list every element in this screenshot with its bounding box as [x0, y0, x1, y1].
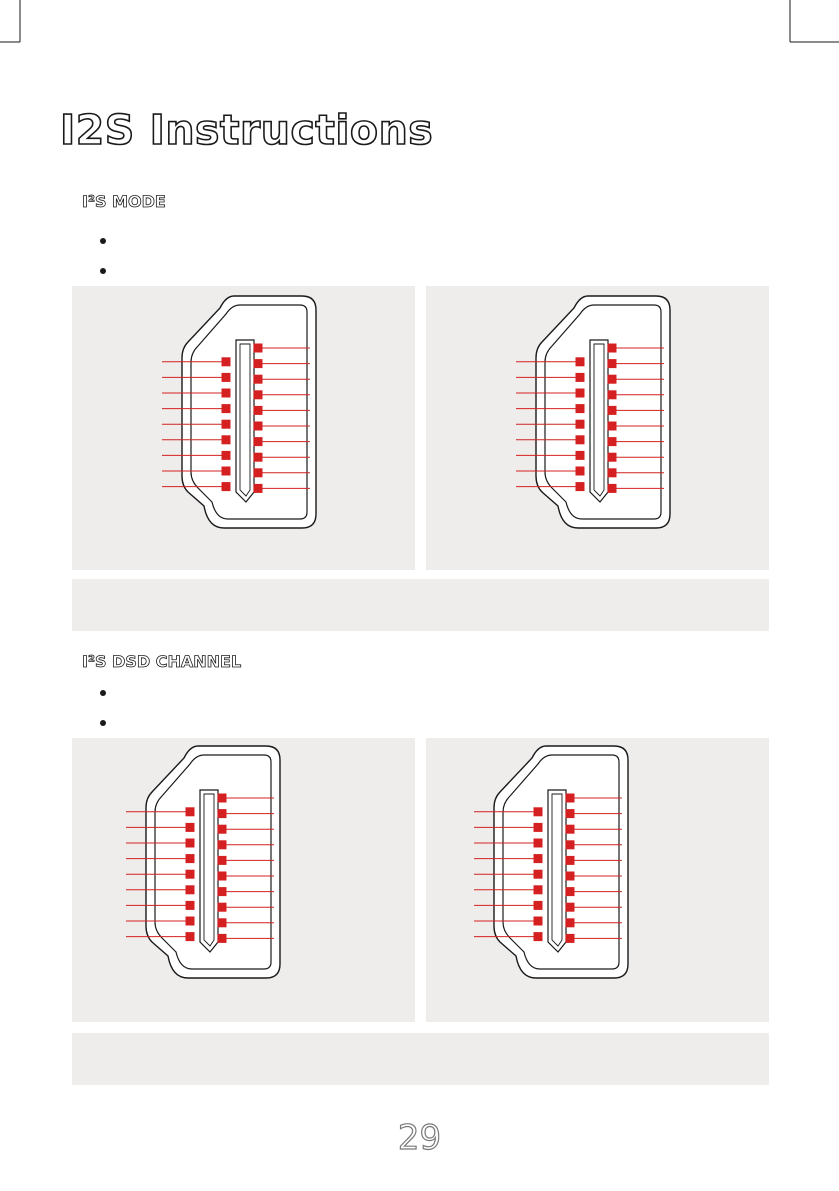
pin-pad: [576, 420, 585, 429]
pin-pad: [608, 468, 617, 477]
pin-pad: [576, 357, 585, 366]
pin-pad: [254, 422, 263, 431]
pin-pad: [186, 807, 195, 816]
note-box: [72, 579, 769, 631]
pin-pad: [566, 887, 575, 896]
pin-pad: [222, 482, 231, 491]
pin-pad: [566, 934, 575, 943]
pin-pad: [218, 872, 227, 881]
pin-pad: [608, 344, 617, 353]
pin-pad: [186, 854, 195, 863]
pin-pad: [608, 390, 617, 399]
connector-shell: [182, 296, 316, 528]
pin-pad: [218, 903, 227, 912]
pin-pad: [534, 901, 543, 910]
pin-pad: [186, 932, 195, 941]
connector-shell: [494, 746, 628, 978]
pin-pad: [608, 375, 617, 384]
pin-pad: [254, 390, 263, 399]
pin-pad: [254, 359, 263, 368]
page-title: I2S Instructions: [60, 106, 434, 154]
hdmi-connector-icon: [72, 286, 415, 570]
note-box: [72, 1033, 769, 1085]
pin-pad: [608, 484, 617, 493]
pin-pad: [534, 807, 543, 816]
pin-pad: [222, 373, 231, 382]
pin-pad: [608, 359, 617, 368]
pin-pad: [186, 885, 195, 894]
pin-pad: [218, 794, 227, 803]
pin-pad: [254, 437, 263, 446]
pin-pad: [534, 854, 543, 863]
pin-pad: [566, 903, 575, 912]
pin-pad: [534, 870, 543, 879]
pin-pad: [222, 389, 231, 398]
pin-pad: [218, 887, 227, 896]
pin-pad: [186, 901, 195, 910]
pin-pad: [534, 839, 543, 848]
connector-panel: [426, 286, 769, 570]
pin-pad: [186, 870, 195, 879]
pin-pad: [222, 467, 231, 476]
pin-pad: [566, 794, 575, 803]
pin-pad: [576, 451, 585, 460]
connector-panel: [72, 286, 415, 570]
pin-pad: [222, 404, 231, 413]
pin-pad: [254, 375, 263, 384]
bullet-icon: [100, 268, 106, 274]
section-heading-i2s-dsd-channel: I²S DSD CHANNEL: [82, 652, 242, 671]
pin-pad: [566, 918, 575, 927]
connector-panel: [72, 738, 415, 1022]
connector-panel: [426, 738, 769, 1022]
pin-pad: [222, 420, 231, 429]
pin-pad: [576, 482, 585, 491]
pin-pad: [566, 872, 575, 881]
pin-pad: [576, 435, 585, 444]
section-heading-i2s-mode: I²S MODE: [82, 192, 166, 211]
pin-pad: [608, 422, 617, 431]
pin-pad: [218, 918, 227, 927]
hdmi-connector-icon: [72, 738, 415, 1022]
pin-pad: [566, 809, 575, 818]
pin-pad: [576, 389, 585, 398]
pin-pad: [222, 357, 231, 366]
pin-pad: [576, 404, 585, 413]
pin-pad: [608, 453, 617, 462]
bullet-icon: [100, 690, 106, 696]
pin-pad: [254, 453, 263, 462]
crop-mark-icon: [0, 0, 839, 60]
pin-pad: [222, 435, 231, 444]
pin-pad: [186, 823, 195, 832]
pin-pad: [534, 917, 543, 926]
pin-pad: [218, 934, 227, 943]
pin-pad: [608, 437, 617, 446]
pin-pad: [186, 839, 195, 848]
pin-pad: [222, 451, 231, 460]
hdmi-connector-icon: [426, 738, 769, 1022]
bullet-icon: [100, 720, 106, 726]
connector-shell: [536, 296, 670, 528]
pin-pad: [186, 917, 195, 926]
bullet-icon: [100, 238, 106, 244]
pin-pad: [254, 406, 263, 415]
hdmi-connector-icon: [426, 286, 769, 570]
connector-shell: [146, 746, 280, 978]
pin-pad: [218, 840, 227, 849]
pin-pad: [566, 825, 575, 834]
pin-pad: [218, 809, 227, 818]
pin-pad: [254, 484, 263, 493]
pin-pad: [576, 373, 585, 382]
pin-pad: [218, 825, 227, 834]
pin-pad: [566, 840, 575, 849]
pin-pad: [566, 856, 575, 865]
pin-pad: [576, 467, 585, 476]
pin-pad: [534, 823, 543, 832]
pin-pad: [534, 932, 543, 941]
pin-pad: [254, 344, 263, 353]
pin-pad: [218, 856, 227, 865]
page-number: 29: [397, 1118, 442, 1158]
pin-pad: [254, 468, 263, 477]
pin-pad: [534, 885, 543, 894]
pin-pad: [608, 406, 617, 415]
